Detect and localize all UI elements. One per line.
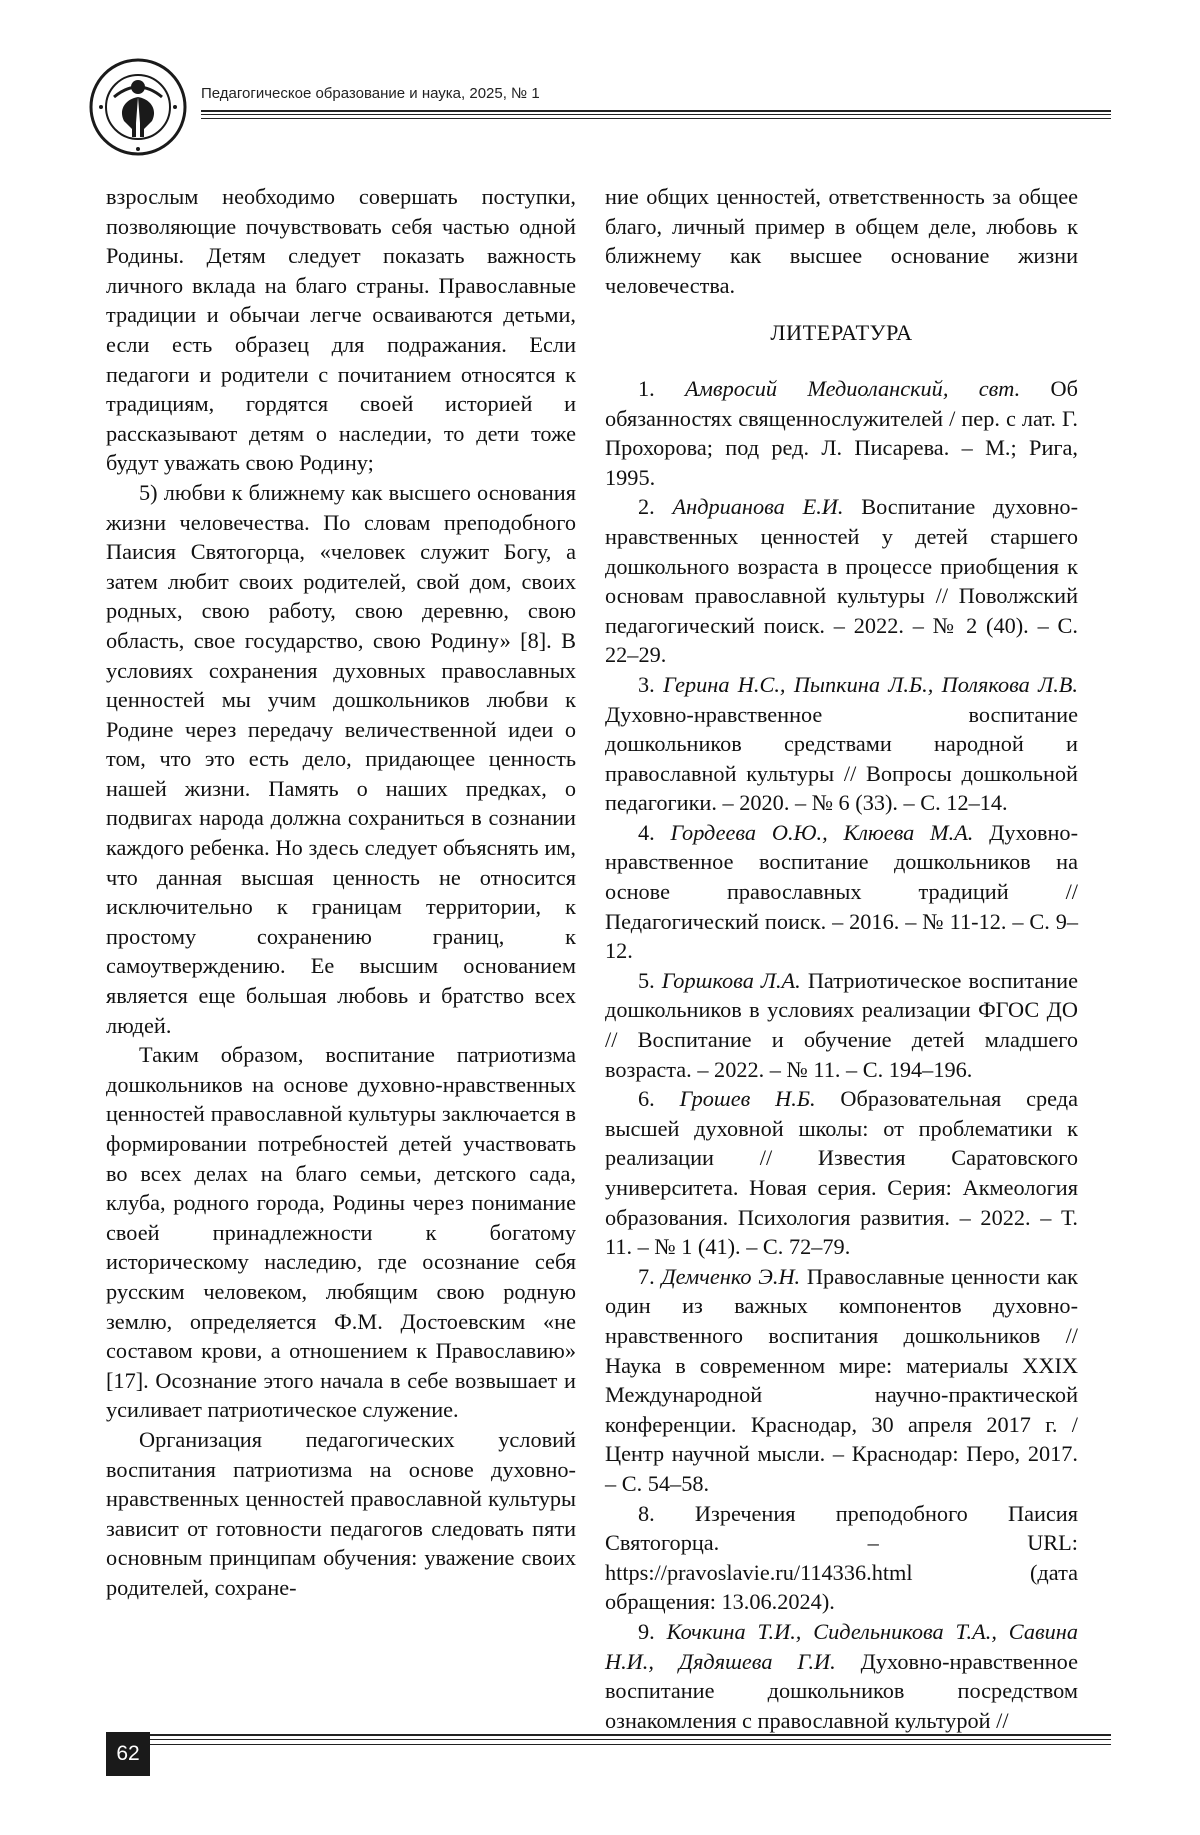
reference-number: 1. (638, 375, 655, 401)
page-number: 62 (106, 1732, 150, 1776)
footer-rule (106, 1744, 1111, 1745)
reference-number: 9. (638, 1618, 655, 1644)
reference-number: 3. (638, 671, 655, 697)
journal-title: Педагогическое образование и наука, 2025, № 1 (201, 85, 540, 102)
reference-author: Андрианова Е.И. (672, 494, 844, 520)
reference-number: 4. (638, 819, 655, 845)
reference-text: Об обязанностях священнослужителей / пер. с лат. Г. Прохорова; под ред. Л. Писарева. – М.; Рига, 1995. (605, 375, 1078, 490)
body-paragraph: 5) любви к ближнему как высшего основания жизни человечества. По словам преподобного Паисия Святогорца, «человек служит Богу, а затем любит своих родителей, свой дом, своих родных, свою работу, свою деревню, свою область, свое государство, свою Родину» [8]. В условиях сохранения духовных православных ценностей мы учим дошкольников любви к Родине через передачу величественной идеи о том, что это есть дело, придающее ценность нашей жизни. Память о наших предках, о подвигах народа должна сохраниться в сознании каждого ребенка. Но здесь следует объяснять им, что данная высшая ценность не относится исключительно к границам территории, к простому сохранению границ, к самоутверждению. Ее высшим основанием является еще большая любовь и братство всех людей. (106, 479, 576, 1038)
reference-item (605, 670, 1078, 818)
reference-number: 6. (638, 1086, 655, 1112)
reference-item (605, 492, 1078, 670)
reference-item (605, 1262, 1078, 1499)
reference-number: 8. (638, 1500, 655, 1526)
reference-text: Воспитание духовно-нравственных ценностей у детей старшего дошкольного возраста в процессе приобщения к основам православной культуры // Поволжский педагогический поиск. – 2022. – № 2 (40). – С. 22–29. (605, 494, 1078, 668)
literature-heading: ЛИТЕРАТУРА (770, 320, 913, 346)
reference-list (605, 374, 1078, 1735)
reference-text: Православные ценности как один из важных компонентов духовно-нравственного воспитания дошкольников // Наука в современном мире: материалы XXIX Международной научно-практической конференции. Краснодар, 30 апреля 2017 г. / Центр научной мысли. – Краснодар: Перо, 2017. – С. 54–58. (605, 1263, 1079, 1496)
reference-text: Изречения преподобного Паисия Святогорца. – URL: https://pravoslavie.ru/114336.html (дата обращения: 13.06.2024). (605, 1500, 1078, 1615)
reference-text: Духовно-нравственное воспитание дошкольников посредством ознакомления с православной культурой // (605, 1648, 1079, 1733)
right-column (605, 182, 1078, 1735)
reference-item (605, 1499, 1078, 1617)
reference-author: Кочкина Т.И., Сидельникова Т.А., Савина Н.И., Дядяшева Г.И. (605, 1618, 1079, 1674)
header-rule (201, 118, 1111, 119)
reference-text: Духовно-нравственное воспитание дошкольников на основе православных традиций // Педагогический поиск. – 2016. – № 11-12. – С. 9–12. (605, 819, 1079, 964)
reference-item (605, 1617, 1078, 1735)
reference-author: Горшкова Л.А. (661, 967, 801, 993)
reference-number: 7. (638, 1263, 655, 1289)
reference-number: 5. (638, 967, 655, 993)
page-header (88, 55, 1111, 165)
body-paragraph: Организация педагогических условий воспитания патриотизма на основе духовно-нравственных ценностей православной культуры зависит от готовности педагогов следовать пяти основным принципам обучения: уважение своих родителей, сохране- (106, 1426, 576, 1600)
reference-author: Гордеева О.Ю., Клюева М.А. (670, 819, 974, 845)
left-column (106, 182, 576, 1603)
header-rule (201, 114, 1111, 115)
reference-item (605, 966, 1078, 1084)
reference-number: 2. (638, 494, 655, 520)
reference-item (605, 1084, 1078, 1262)
reference-author: Грошев Н.Б. (679, 1086, 816, 1112)
header-rule (201, 110, 1111, 112)
body-paragraph: Таким образом, воспитание патриотизма дошкольников на основе духовно-нравственных ценностей православной культуры заключается в формировании потребностей детей участвовать во всех делах на благо семьи, детского сада, клуба, родного города, Родины через понимание своей принадлежности к богатому историческому наследию, где осознание себя русским человеком, любящим свою родную землю, определяется Ф.М. Достоевским «не составом крови, а отношением к Православию» [17]. Осознание этого начала в себе возвышает и усиливает патриотическое служение. (106, 1042, 576, 1423)
footer-rule (106, 1734, 1111, 1736)
reference-text: Образовательная среда высшей духовной школы: от проблематики к реализации // Известия Саратовского университета. Новая серия. Серия: Акмеология образования. Психология развития. – 2022. – Т. 11. – № 1 (41). – С. 72–79. (605, 1086, 1078, 1260)
body-paragraph: ние общих ценностей, ответственность за общее благо, личный пример в общем деле, любовь к ближнему как высшее основание жизни человечества. (605, 184, 1078, 298)
reference-author: Демченко Э.Н. (661, 1263, 801, 1289)
body-paragraph: взрослым необходимо совершать поступки, позволяющие почувствовать себя частью одной Родины. Детям следует показать важность личного вклада на благо страны. Православные традиции и обычаи легче осваиваются детьми, если есть образец для подражания. Если педагоги и родители с почитанием относятся к традициям, гордятся своей историей и рассказывают детям о наследии, то дети тоже будут уважать свою Родину; (106, 184, 576, 476)
reference-author: Герина Н.С., Пыпкина Л.Б., Полякова Л.В. (663, 671, 1078, 697)
reference-item (605, 818, 1078, 966)
reference-text: Патриотическое воспитание дошкольников в условиях реализации ФГОС ДО // Воспитание и обучение детей младшего возраста. – 2022. – № 11. – С. 194–196. (605, 967, 1078, 1082)
footer-rule (106, 1739, 1111, 1740)
reference-author: Амвросий Медиоланский, свт. (685, 375, 1021, 401)
reference-item (605, 374, 1078, 492)
journal-logo-icon (88, 57, 188, 157)
reference-text: Духовно-нравственное воспитание дошкольников средствами народной и православной культуры // Вопросы дошкольной педагогики. – 2020. – № 6 (33). – С. 12–14. (605, 701, 1078, 816)
